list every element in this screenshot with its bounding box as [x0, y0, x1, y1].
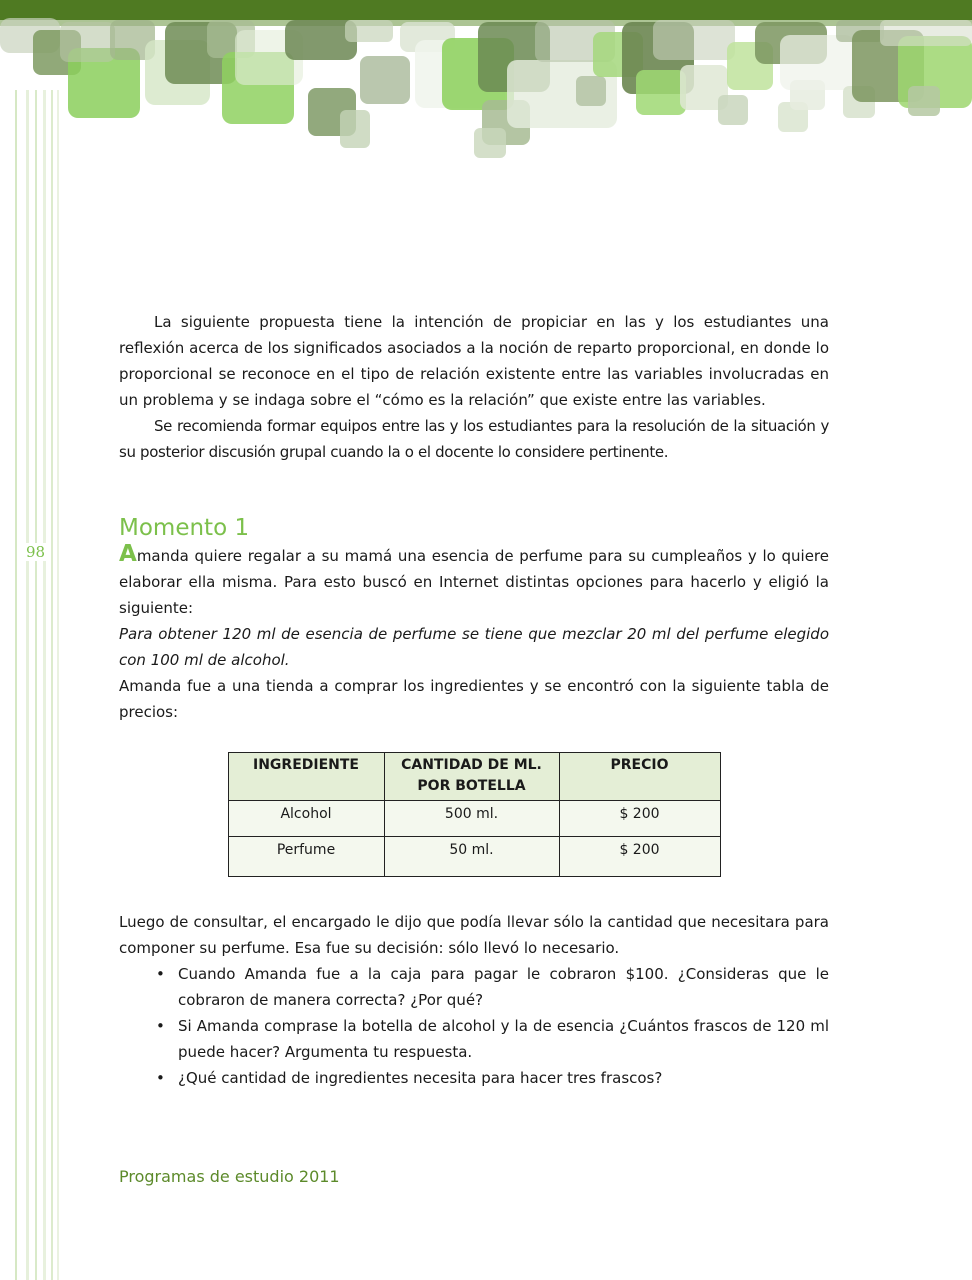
bullet-icon: • — [156, 965, 165, 983]
question-list — [119, 961, 829, 1091]
column-header-price: PRECIO — [559, 753, 720, 801]
question-text: Cuando Amanda fue a la caja para pagar le cobraron $100. ¿Consideras que le cobraron de manera correcta? ¿Por qué? — [178, 965, 829, 1009]
page-content — [119, 309, 829, 1091]
list-item — [156, 1013, 829, 1065]
bullet-icon: • — [156, 1069, 165, 1087]
left-stripes — [0, 90, 60, 1280]
story-paragraph: Amanda fue a una tienda a comprar los ingredientes y se encontró con la siguiente tabla de precios: — [119, 677, 829, 721]
list-item — [156, 1065, 829, 1091]
story-paragraph — [119, 543, 829, 621]
page-number: 98 — [26, 543, 46, 561]
story-text: manda quiere regalar a su mamá una esencia de perfume para su cumpleaños y lo quiere elaborar ella misma. Para esto buscó en Internet distintas opciones para hacerlo y eligió la siguiente: — [119, 547, 829, 617]
table-cell: $ 200 — [559, 837, 720, 877]
table-header-row — [228, 753, 720, 801]
table-cell: 500 ml. — [384, 801, 559, 837]
header-decoration — [0, 0, 972, 170]
table-cell: Alcohol — [228, 801, 384, 837]
intro-paragraph: La siguiente propuesta tiene la intención de propiciar en las y los estudiantes una reflexión acerca de los significados asociados a la noción de reparto proporcional, en donde lo proporcional se reconoce en el tipo de relación existente entre las variables involucradas en un problema y se indaga sobre el “cómo es la relación” que existe entre las variables. — [119, 313, 829, 409]
list-item — [156, 961, 829, 1013]
drop-cap: A — [119, 541, 137, 567]
table-cell: $ 200 — [559, 801, 720, 837]
intro-paragraph: Se recomienda formar equipos entre las y los estudiantes para la resolución de la situación y su posterior discusión grupal cuando la o el docente lo considere pertinente. — [119, 417, 829, 461]
footer-title: Programas de estudio 2011 — [119, 1167, 340, 1186]
table-cell: Perfume — [228, 837, 384, 877]
recipe-quote: Para obtener 120 ml de esencia de perfume se tiene que mezclar 20 ml del perfume elegido con 100 ml de alcohol. — [119, 625, 829, 669]
question-text: Si Amanda comprase la botella de alcohol y la de esencia ¿Cuántos frascos de 120 ml puede hacer? Argumenta tu respuesta. — [178, 1017, 829, 1061]
table-row — [228, 837, 720, 877]
table-cell: 50 ml. — [384, 837, 559, 877]
section-heading: Momento 1 — [119, 515, 250, 541]
table-row — [228, 801, 720, 837]
column-header-quantity: CANTIDAD DE ML. POR BOTELLA — [384, 753, 559, 801]
decision-paragraph: Luego de consultar, el encargado le dijo que podía llevar sólo la cantidad que necesitara para componer su perfume. Esa fue su decisión: sólo llevó lo necesario. — [119, 913, 829, 957]
price-table — [228, 752, 721, 877]
column-header-ingredient: INGREDIENTE — [228, 753, 384, 801]
bullet-icon: • — [156, 1017, 165, 1035]
question-text: ¿Qué cantidad de ingredientes necesita para hacer tres frascos? — [178, 1069, 663, 1087]
